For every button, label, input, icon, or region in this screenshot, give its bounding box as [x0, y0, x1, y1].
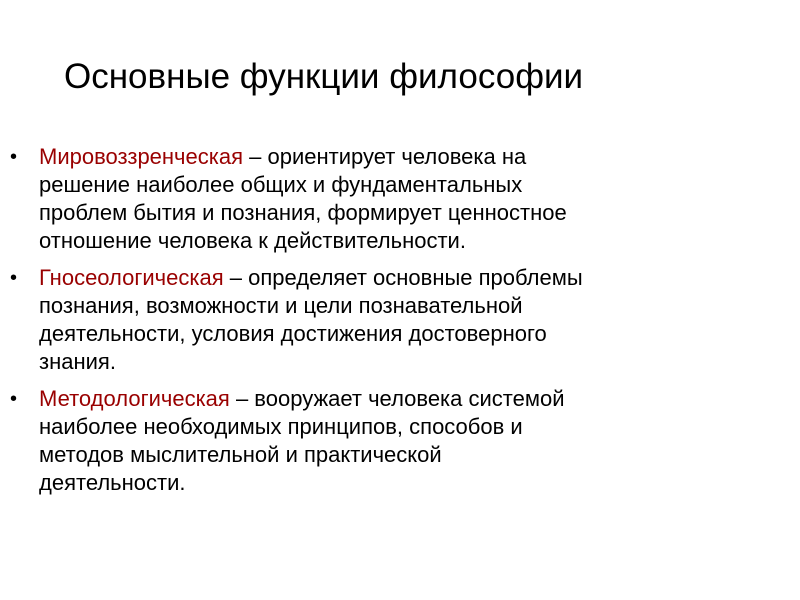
item-text: познания, возможности и цели познавательной: [39, 293, 523, 318]
item-first-line: [39, 385, 800, 413]
item-text: наиболее необходимых принципов, способов и: [39, 414, 523, 439]
list-item-worldview: [0, 143, 800, 255]
bullet-icon: •: [10, 388, 18, 410]
item-text: проблем бытия и познания, формирует ценностное: [39, 200, 567, 225]
functions-list: [0, 143, 800, 506]
item-text: решение наиболее общих и фундаментальных: [39, 172, 523, 197]
item-text: – вооружает человека системой: [229, 386, 565, 411]
item-text: отношение человека к действительности.: [39, 228, 466, 253]
slide-title: Основные функции философии: [64, 57, 584, 96]
item-text: – ориентирует человека на: [243, 144, 527, 169]
bullet-icon: •: [10, 267, 18, 289]
list-item-methodological: [0, 385, 800, 497]
item-first-line: [39, 143, 800, 171]
bullet-icon: •: [10, 146, 18, 168]
list-item-gnoseological: [0, 264, 800, 376]
item-text: знания.: [39, 349, 116, 374]
item-text: деятельности, условия достижения достоверного: [39, 321, 547, 346]
item-term: Гносеологическая: [39, 265, 224, 290]
item-text: деятельности.: [39, 470, 186, 495]
item-text: методов мыслительной и практической: [39, 442, 442, 467]
item-text: – определяет основные проблемы: [223, 265, 583, 290]
item-term: Мировоззренческая: [39, 144, 244, 169]
item-first-line: [39, 264, 800, 292]
item-term: Методологическая: [39, 386, 230, 411]
